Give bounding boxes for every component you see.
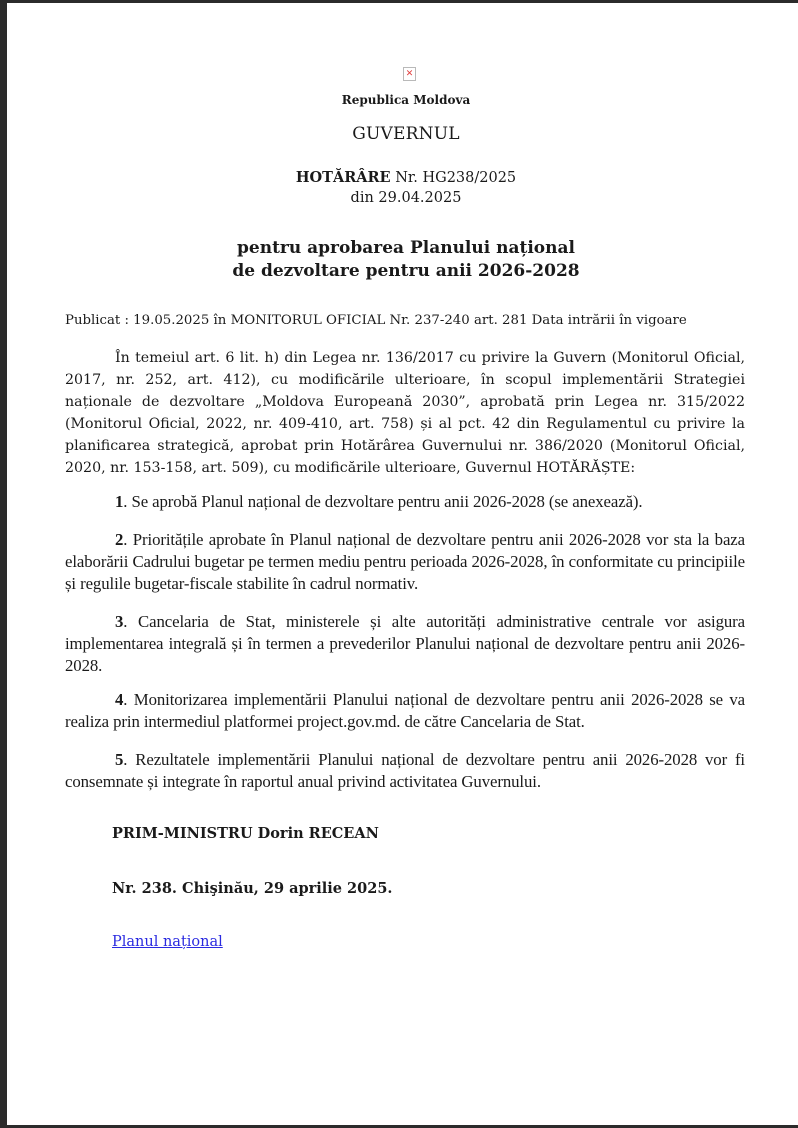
document-heading	[7, 169, 798, 186]
annex-link-planul-national[interactable]: Planul național	[112, 934, 223, 950]
signature-line: PRIM-MINISTRU Dorin RECEAN	[112, 825, 379, 842]
publication-info: Publicat : 19.05.2025 în MONITORUL OFICIAL Nr. 237-240 art. 281 Data intrării în vigoare	[65, 313, 687, 328]
preamble-paragraph: În temeiul art. 6 lit. h) din Legea nr. 136/2017 cu privire la Guvern (Monitorul Oficial, 2017, nr. 252, art. 412), cu modificările ulterioare, în scopul implementării Strategiei naționale de dezvoltare „Moldova Europeană 2030”, aprobată prin Legea nr. 315/2022 (Monitorul Oficial, 2022, nr. 409-410, art. 758) și al pct. 42 din Regulamentul cu privire la planificarea strategică, aprobat prin Hotărârea Guvernului nr. 386/2020 (Monitorul Oficial, 2020, nr. 153-158, art. 509), cu modificările ulterioare, Guvernul HOTĂRĂȘTE:	[65, 350, 745, 476]
article-4	[65, 689, 745, 733]
title-line-1: pentru aprobarea Planului național	[237, 238, 575, 258]
broken-image-icon: ✕	[403, 67, 416, 81]
article-text: . Monitorizarea implementării Planului național de dezvoltare pentru anii 2026-2028 se va realiza prin intermediul platformei project.gov.md. de către Cancelaria de Stat.	[65, 690, 745, 731]
article-3	[65, 611, 745, 677]
document-page	[7, 3, 798, 1125]
article-1	[65, 491, 745, 513]
title-line-2: de dezvoltare pentru anii 2026-2028	[232, 261, 580, 281]
document-number: Nr. HG238/2025	[395, 170, 517, 186]
article-number: 3	[115, 612, 124, 631]
document-title	[7, 237, 798, 283]
article-text: . Prioritățile aprobate în Planul național de dezvoltare pentru anii 2026-2028 vor sta la baza elaborării Cadrului bugetar pe termen mediu pentru perioada 2026-2028, în conformitate cu principiile și regulile bugetar-fiscale stabilite în cadrul normativ.	[65, 530, 745, 593]
number-place-date: Nr. 238. Chişinău, 29 aprilie 2025.	[112, 880, 393, 897]
article-2	[65, 529, 745, 595]
article-text: . Rezultatele implementării Planului național de dezvoltare pentru anii 2026-2028 vor fi consemnate și integrate în raportul anual privind activitatea Guvernului.	[65, 750, 745, 791]
document-type: HOTĂRÂRE	[295, 169, 391, 186]
article-number: 4	[115, 690, 124, 709]
document-date: din 29.04.2025	[350, 190, 462, 206]
article-text: . Se aprobă Planul național de dezvoltare pentru anii 2026-2028 (se anexează).	[123, 492, 643, 511]
article-5	[65, 749, 745, 793]
country-name: Republica Moldova	[341, 93, 471, 107]
article-text: . Cancelaria de Stat, ministerele și alte autorități administrative centrale vor asigura implementarea integrală și în termen a prevederilor Planului național de dezvoltare pentru anii 2026-2028.	[65, 612, 745, 675]
article-number: 2	[115, 530, 124, 549]
article-number: 5	[115, 750, 124, 769]
institution-name: GUVERNUL	[352, 124, 460, 144]
article-number: 1	[115, 492, 124, 511]
